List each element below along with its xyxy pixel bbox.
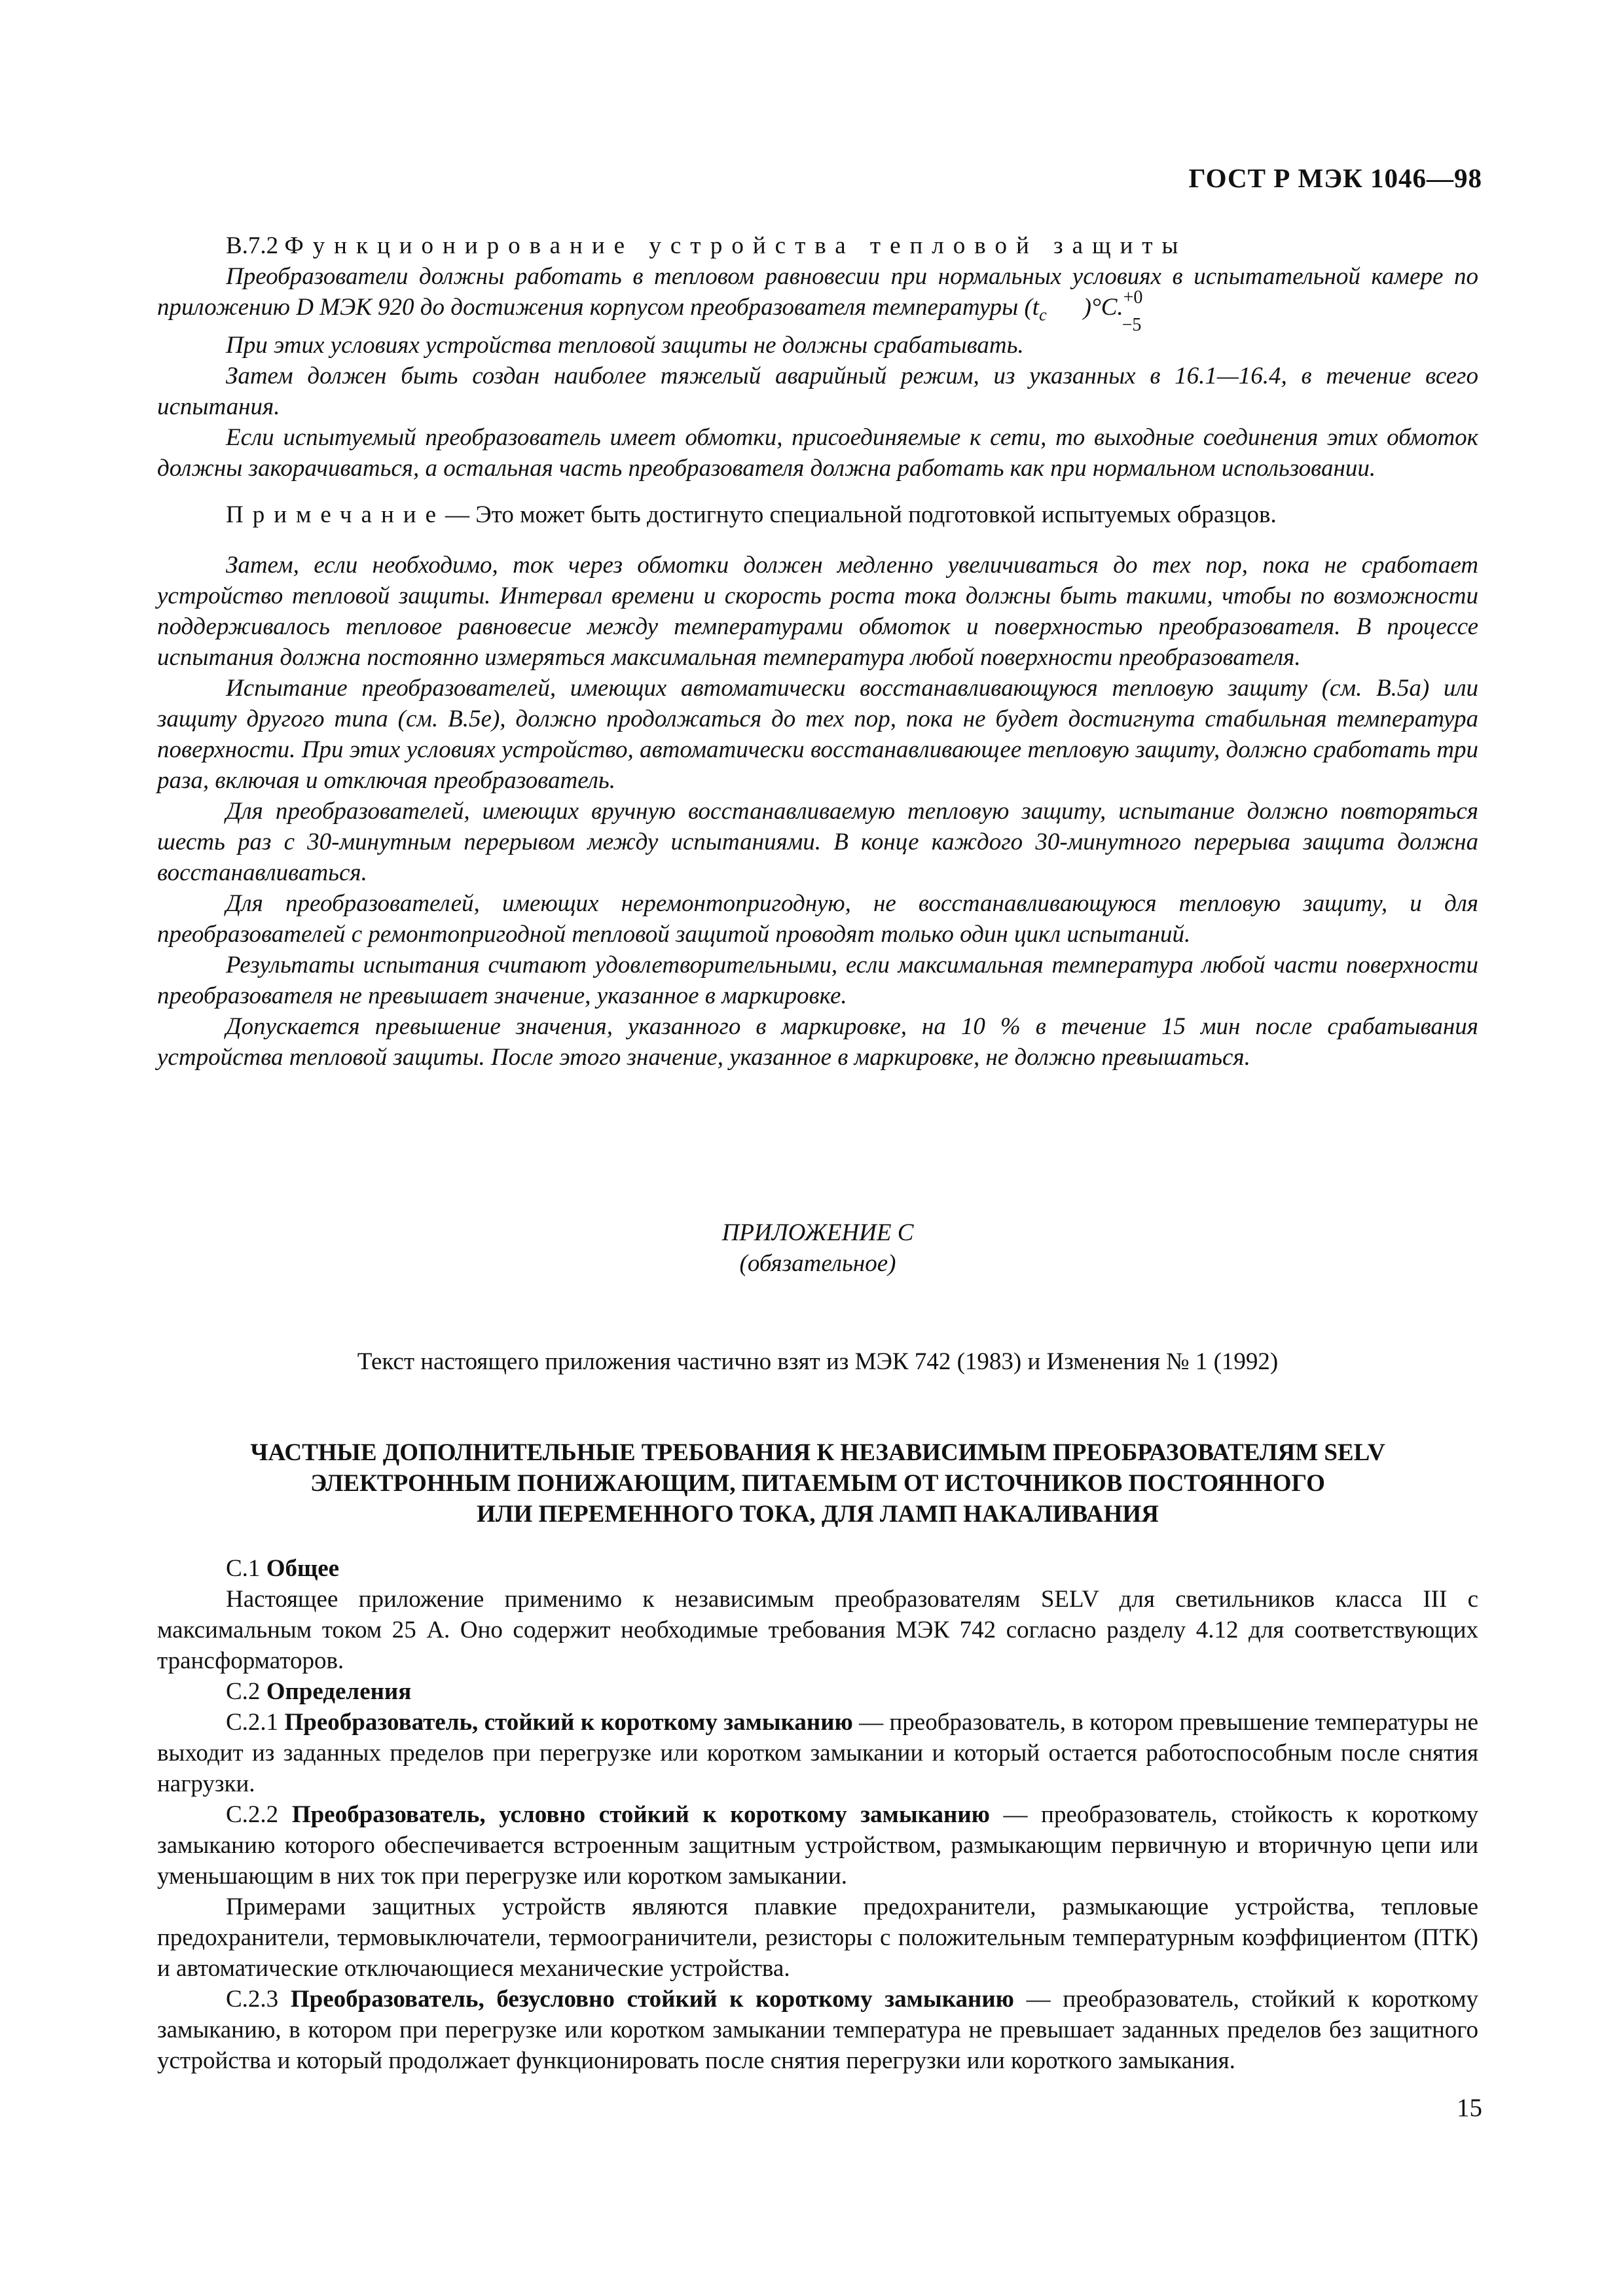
paragraph-4: Если испытуемый преобразователь имеет обмотки, присоединяемые к сети, то выходные соединения этих обмоток должны закорачиваться, а остальная часть преобразователя должна работать как при нормальном использовании. (157, 424, 1478, 482)
paragraph-5: Затем, если необходимо, ток через обмотки должен медленно увеличиваться до тех пор, пока не сработает устройство тепловой защиты. Интервал времени и скорость роста тока должны быть такими, чтобы по возможности поддерживалось тепловое равновесие между температурами обмоток и поверхностью преобразователя. В процессе испытания должна постоянно измеряться максимальная температура любой поверхности преобразователя. (157, 552, 1478, 672)
section-title: Функционирование устройства тепловой защиты (284, 232, 1188, 259)
note (157, 499, 1478, 530)
appendix-heading-line1: ЧАСТНЫЕ ДОПОЛНИТЕЛЬНЫЕ ТРЕБОВАНИЯ К НЕЗАВИСИМЫМ ПРЕОБРАЗОВАТЕЛЯМ SELV (250, 1439, 1385, 1466)
paragraph-3: Затем должен быть создан наиболее тяжелый аварийный режим, из указанных в 16.1—16.4, в течение всего испытания. (157, 363, 1478, 421)
document-id: ГОСТ Р МЭК 1046—98 (1188, 163, 1482, 193)
note-label: Примечание (226, 501, 445, 529)
c22-examples: Примерами защитных устройств являются плавкие предохранители, размыкающие устройства, тепловые предохранители, термовыключатели, термоограничители, резисторы с положительным температурным коэффициентом (ПТК) и автоматические отключающиеся механические устройства. (157, 1893, 1478, 1982)
paragraph-9: Результаты испытания считают удовлетворительными, если максимальная температура любой части поверхности преобразователя не превышает значение, указанное в маркировке. (157, 952, 1478, 1010)
appendix-heading-line3: ИЛИ ПЕРЕМЕННОГО ТОКА, ДЛЯ ЛАМП НАКАЛИВАНИЯ (477, 1501, 1159, 1528)
paragraph-8: Для преобразователей, имеющих неремонтопригодную, не восстанавливающуюся тепловую защиту, и для преобразователей с ремонтопригодной тепловой защитой проводят только один цикл испытаний. (157, 890, 1478, 948)
c23-definition: С.2.3 Преобразователь, безусловно стойкий к короткому замыканию — преобразователь, стойкий к короткому замыканию, в котором при перегрузке или коротком замыкании температура не превышает заданных пределов без защитного устройства и который продолжает функционировать после снятия перегрузки или короткого замыкания. (157, 1986, 1479, 2074)
page-number: 15 (1457, 2094, 1482, 2122)
paragraph-10: Допускается превышение значения, указанного в маркировке, на 10 % в течение 15 мин после срабатывания устройства тепловой защиты. После этого значение, указанное в маркировке, не должно превышаться. (157, 1013, 1478, 1071)
paragraph-temperature: Преобразователи должны работать в тепловом равновесии при нормальных условиях в испытательной камере по приложению D МЭК 920 до достижения корпусом преобразователя температуры ($t_c$ +0 −5 )°C. (157, 263, 1478, 335)
paragraph-6: Испытание преобразователей, имеющих автоматически восстанавливающуюся тепловую защиту (см. В.5а) или защиту другого типа (см. В.5е), должно продолжаться до тех пор, пока не будет достигнута стабильная температура поверхности. При этих условиях устройство, автоматически восстанавливающее тепловую защиту, должно сработать три раза, включая и отключая преобразователь. (157, 675, 1478, 795)
c1-heading: С.1 Общее (226, 1555, 340, 1582)
paragraph-2: При этих условиях устройства тепловой защиты не должны срабатывать. (226, 332, 1024, 359)
section-b72 (157, 230, 1478, 1073)
note-text: — Это может быть достигнуто специальной подготовкой испытуемых образцов. (445, 501, 1277, 529)
section-c (157, 1553, 1478, 2076)
appendix-title: ПРИЛОЖЕНИЕ С (721, 1219, 914, 1246)
c22-definition: С.2.2 Преобразователь, условно стойкий к короткому замыканию — преобразователь, стойкость к короткому замыканию которого обеспечивается встроенным защитным устройством, размыкающим первичную и вторичную цепи или уменьшающим в них ток при перегрузке или коротком замыкании. (157, 1801, 1479, 1890)
c21-term: Преобразователь, стойкий к короткому замыканию (284, 1709, 853, 1736)
c23-term: Преобразователь, безусловно стойкий к короткому замыканию (290, 1986, 1014, 2013)
c2-heading: С.2 Определения (226, 1678, 412, 1705)
c21-definition: С.2.1 Преобразователь, стойкий к короткому замыканию — преобразователь, в котором превышение температуры не выходит из заданных пределов при перегрузке или коротком замыкании и который остается работоспособным после снятия нагрузки. (157, 1709, 1479, 1797)
c22-term: Преобразователь, условно стойкий к короткому замыканию (291, 1801, 990, 1828)
appendix-heading-line2: ЭЛЕКТРОННЫМ ПОНИЖАЮЩИМ, ПИТАЕМЫМ ОТ ИСТОЧНИКОВ ПОСТОЯННОГО (310, 1470, 1325, 1497)
tolerance-formula: +0 −5 (1122, 287, 1143, 335)
section-number: B.7.2 (226, 232, 279, 259)
appendix-heading (157, 1437, 1478, 1530)
appendix-subtitle: (обязательное) (739, 1250, 896, 1277)
c1-text: Настоящее приложение применимо к независимым преобразователям SELV для светильников класса III с максимальным током 25 А. Оно содержит необходимые требования МЭК 742 согласно разделу 4.12 для соответствующих трансформаторов. (157, 1586, 1478, 1674)
paragraph-7: Для преобразователей, имеющих вручную восстанавливаемую тепловую защиту, испытание должно повторяться шесть раз с 30-минутным перерывом между испытаниями. В конце каждого 30-минутного перерыва защита должна восстанавливаться. (157, 798, 1478, 887)
appendix-source (157, 1346, 1478, 1377)
temperature-var: $t_c$ (1032, 294, 1047, 325)
appendix-header (157, 1217, 1478, 1279)
appendix-source-note: Текст настоящего приложения частично взят из МЭК 742 (1983) и Изменения № 1 (1992) (357, 1348, 1279, 1375)
section-title-row (157, 230, 1478, 261)
